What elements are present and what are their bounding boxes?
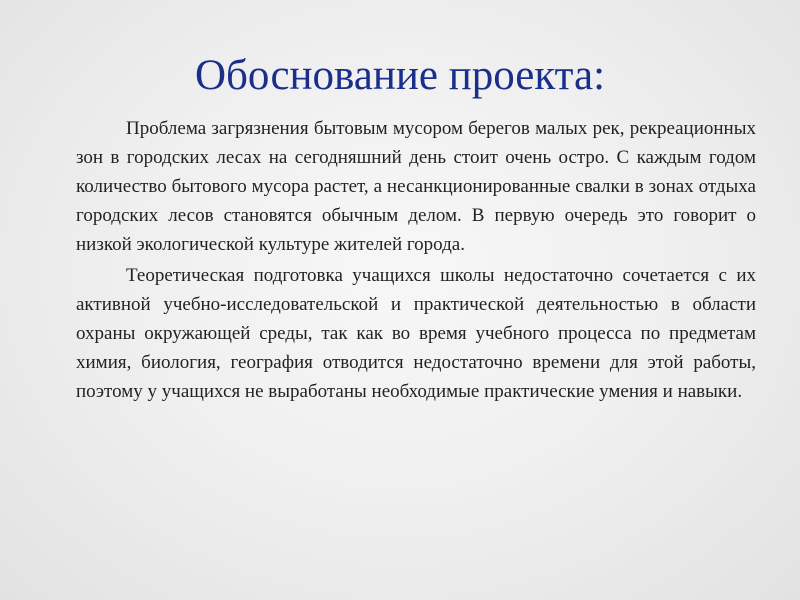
slide-title: Обоснование проекта:: [194, 52, 606, 99]
paragraph-preparation: Теоретическая подготовка учащихся школы недостаточно сочетается с их активной учебно-исследовательской и практической деятельностью в области охраны окружающей среды, так как во время учебного процесса по предметам химия, биология, география отводится недостаточно времени для этой работы, поэтому у учащихся не выработаны необходимые практические умения и навыки.: [76, 265, 756, 402]
paragraph-problem: Проблема загрязнения бытовым мусором берегов малых рек, рекреационных зон в городских лесах на сегодняшний день стоит очень остро. С каждым годом количество бытового мусора растет, а несанкционированные свалки в зонах отдыха городских лесов становятся обычным делом. В первую очередь это говорит о низкой экологической культуре жителей города.: [76, 118, 756, 255]
slide-body: [76, 114, 756, 408]
